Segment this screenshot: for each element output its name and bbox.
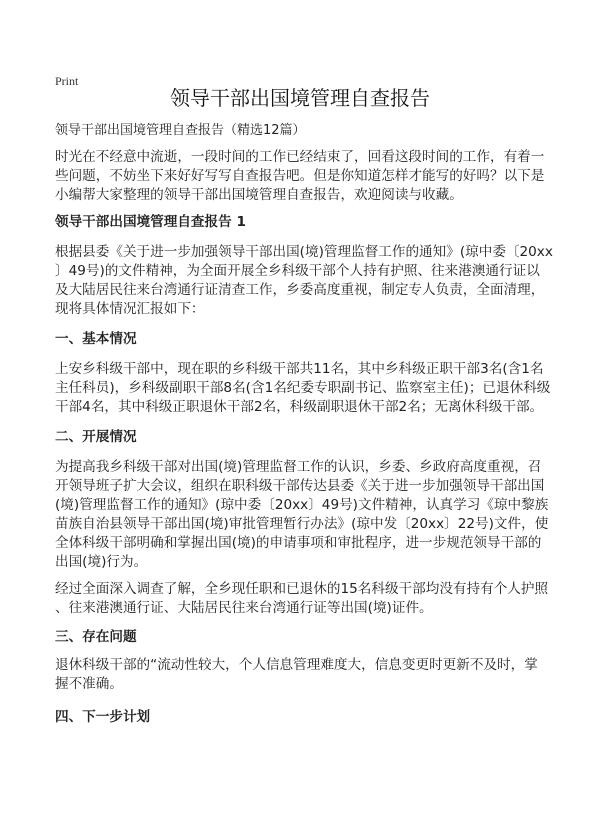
text-line: 退休科级干部的“流动性较大，个人信息管理难度大，信息变更时更新不及时，掌 [55, 657, 538, 673]
text-line: 些问题，不妨坐下来好好写写自查报告吧。但是你知道怎样才能写的好吗？以下是 [55, 168, 545, 184]
section-heading: 二、开展情况 [55, 429, 137, 445]
text-line: 开领导班子扩大会议，组织在职科级干部传达县委《关于进一步加强领导干部出国 [55, 478, 545, 494]
text-line: 握不准确。 [55, 676, 123, 692]
text-line: 根据县委《关于进一步加强领导干部出国(境)管理监督工作的通知》(琼中委〔20xx [55, 244, 553, 260]
text-line: 时光在不经意中流逝，一段时间的工作已经结束了，回看这段时间的工作，有着一 [55, 149, 545, 165]
text-line: 〕49号)的文件精神，为全面开展全乡科级干部个人持有护照、往来港澳通行证以 [55, 263, 540, 279]
print-link[interactable]: Print [55, 74, 79, 88]
text-line: 、往来港澳通行证、大陆居民往来台湾通行证等出国(境)证件。 [55, 600, 433, 616]
text-line: 上安乡科级干部中，现在职的乡科级干部共11名，其中乡科级正职干部3名(含1名 [55, 361, 544, 377]
text-line: 全体科级干部明确和掌握出国(境)的申请事项和审批程序，进一步规范领导干部的 [55, 535, 542, 551]
subtitle: 领导干部出国境管理自查报告（精选12篇） [55, 123, 306, 138]
section-heading: 三、存在问题 [55, 629, 137, 645]
paragraph [55, 360, 555, 417]
paragraph [55, 458, 555, 572]
report-heading: 领导干部出国境管理自查报告 1 [55, 214, 246, 230]
intro-paragraph [55, 148, 555, 205]
text-line: (境)管理监督工作的通知》(琼中委〔20xx〕49号)文件精神，认真学习《琼中黎族 [55, 497, 549, 513]
text-line: 现将具体情况汇报如下： [55, 301, 205, 317]
paragraph [55, 580, 555, 618]
text-line: 为提高我乡科级干部对出国(境)管理监督工作的认识，乡委、乡政府高度重视，召 [55, 459, 542, 475]
text-line: 小编帮大家整理的领导干部出国境管理自查报告，欢迎阅读与收藏。 [55, 187, 463, 203]
section-heading: 四、下一步计划 [55, 709, 151, 725]
text-line: 及大陆居民往来台湾通行证清查工作，乡委高度重视，制定专人负责，全面清理， [55, 282, 545, 298]
text-line: 出国(境)行为。 [55, 554, 148, 570]
text-line: 主任科员)，乡科级副职干部8名(含1名纪委专职副书记、监察室主任)；已退休科级 [55, 380, 551, 396]
text-line: 经过全面深入调查了解，全乡现任职和已退休的15名科级干部均没有持有个人护照 [55, 581, 549, 597]
paragraph [55, 656, 555, 694]
section-heading: 一、基本情况 [55, 331, 137, 347]
paragraph [55, 243, 555, 319]
text-line: 干部4名，其中科级正职退休干部2名，科级副职退休干部2名；无离休科级干部。 [55, 399, 544, 415]
text-line: 苗族自治县领导干部出国(境)审批管理暂行办法》(琼中发〔20xx〕22号)文件，使 [55, 516, 549, 532]
page-title: 领导干部出国境管理自查报告 [170, 86, 430, 110]
